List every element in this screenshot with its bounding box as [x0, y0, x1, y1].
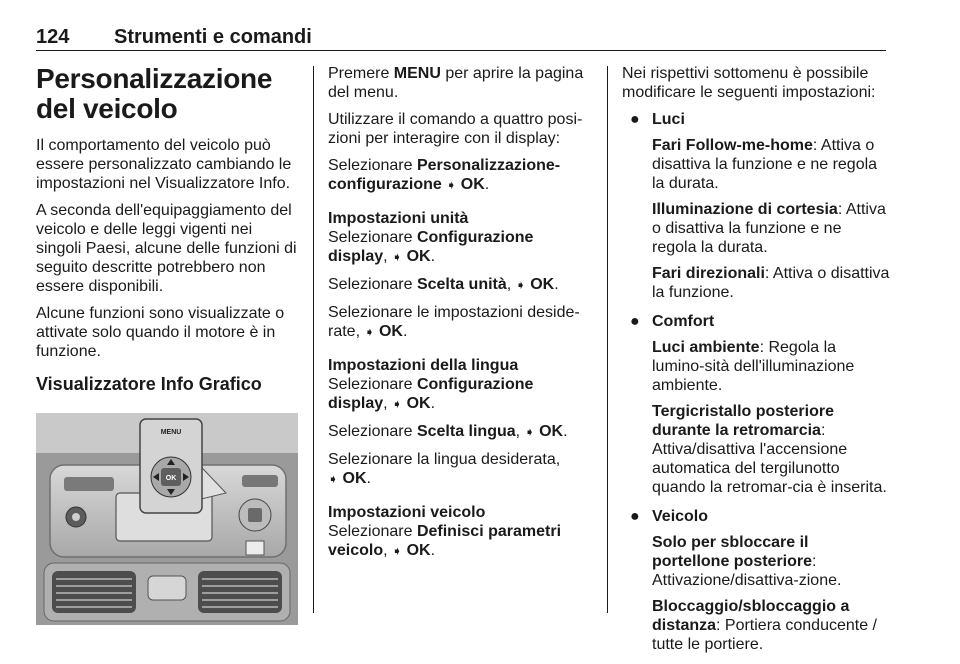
- menu-keyword: MENU: [393, 65, 441, 82]
- paragraph: Selezionare Scelta unità, ➧ OK.: [328, 276, 559, 293]
- language-heading: Impostazioni della lingua: [328, 357, 519, 374]
- entry: Illuminazione di cortesia: Attiva o disattiva la funzione e ne regola la durata.: [652, 201, 886, 256]
- paragraph: Nei rispettivi sottomenu è possibile modificare le seguenti impostazioni:: [622, 65, 876, 101]
- column-1: [36, 64, 300, 630]
- bullet-icon: ●: [630, 313, 640, 330]
- page-number: 124: [36, 26, 70, 48]
- vehicle-heading: Impostazioni veicolo: [328, 504, 486, 521]
- comfort-title: Comfort: [652, 313, 715, 330]
- entry: Bloccaggio/sbloccaggio a distanza: Portiera conducente / tutte le portiere.: [652, 598, 877, 653]
- paragraph: Selezionare le impostazioni deside-rate, ➧ OK.: [328, 304, 580, 340]
- units-heading: Impostazioni unità: [328, 210, 469, 227]
- arrow-icon: ➧: [392, 397, 403, 411]
- entry: Luci ambiente: Regola la lumino-sità dell'illuminazione ambiente.: [652, 339, 855, 394]
- dashboard-photo: [36, 413, 298, 625]
- list-item: [622, 110, 890, 302]
- ok-label: OK: [165, 475, 177, 482]
- menu-label: MENU: [160, 429, 182, 436]
- bullet-icon: ●: [630, 508, 640, 525]
- paragraph: Utilizzare il comando a quattro posi-zioni per interagire con il display:: [328, 111, 583, 147]
- settings-list: [622, 110, 890, 654]
- list-item: [622, 507, 890, 654]
- arrow-icon: ➧: [446, 178, 457, 192]
- vehicle-title: Veicolo: [652, 508, 709, 525]
- arrow-icon: ➧: [524, 425, 535, 439]
- entry: Fari Follow-me-home: Attiva o disattiva la funzione e ne regola la durata.: [652, 137, 878, 192]
- column-divider: [313, 66, 314, 613]
- arrow-icon: ➧: [392, 544, 403, 558]
- column-3: [622, 64, 890, 664]
- arrow-icon: ➧: [392, 250, 403, 264]
- bullet-icon: ●: [630, 111, 640, 128]
- paragraph: Selezionare Configurazione display, ➧ OK.: [328, 376, 534, 412]
- arrow-icon: ➧: [364, 325, 375, 339]
- paragraph: Premere MENU per aprire la pagina del menu.: [328, 65, 584, 101]
- paragraph: Selezionare Personalizzazione-configurazione ➧ OK.: [328, 157, 561, 193]
- page-header-title: Strumenti e comandi: [114, 26, 312, 48]
- entry: Fari direzionali: Attiva o disattiva la funzione.: [652, 265, 890, 301]
- arrow-icon: ➧: [515, 278, 526, 292]
- paragraph: Selezionare la lingua desiderata, ➧ OK.: [328, 451, 561, 487]
- paragraph: Alcune funzioni sono visualizzate o attivate solo quando il motore è in funzione.: [36, 305, 285, 360]
- paragraph: Selezionare Scelta lingua, ➧ OK.: [328, 423, 568, 440]
- column-divider: [607, 66, 608, 613]
- column-2: [328, 64, 590, 569]
- entry: Tergicristallo posteriore durante la retromarcia: Attiva/disattiva l'accensione automatica del tergilunotto quando la retromar-cia è inserita.: [652, 403, 887, 496]
- arrow-icon: ➧: [328, 472, 339, 486]
- subheading: Visualizzatore Info Grafico: [36, 374, 262, 394]
- list-item: [622, 312, 890, 497]
- paragraph: Selezionare Definisci parametri veicolo, ➧ OK.: [328, 523, 562, 559]
- paragraph: Il comportamento del veicolo può essere personalizzato cambiando le impostazioni nel Visualizzatore Info.: [36, 137, 292, 192]
- lights-title: Luci: [652, 111, 685, 128]
- section-title: Personalizzazione del veicolo: [36, 63, 273, 124]
- entry: Solo per sbloccare il portellone posteriore: Attivazione/disattiva-zione.: [652, 534, 842, 589]
- paragraph: A seconda dell'equipaggiamento del veicolo e delle leggi vigenti nei singoli Paesi, alcune delle funzioni di seguito descritte potrebbero non essere disponibili.: [36, 202, 297, 295]
- page-header: [36, 14, 886, 51]
- paragraph: Selezionare Configurazione display, ➧ OK.: [328, 229, 534, 265]
